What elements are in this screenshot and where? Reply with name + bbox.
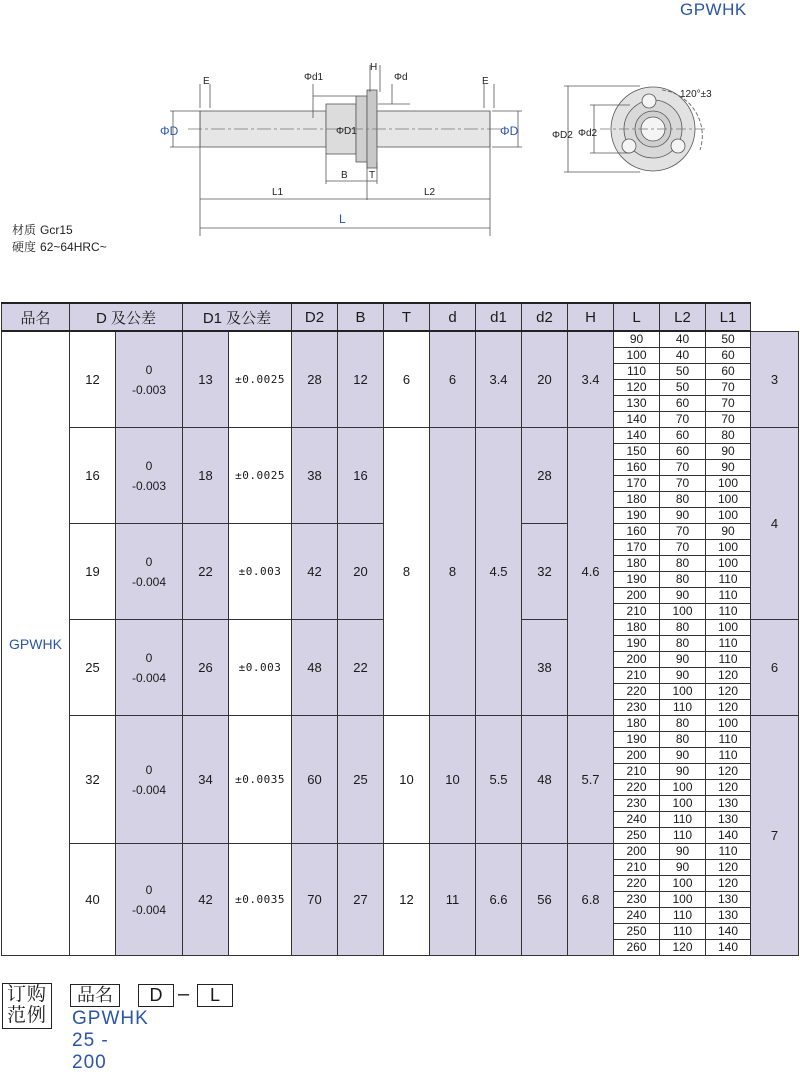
- cell-l2: 40: [660, 331, 706, 348]
- cell-l: 260: [614, 940, 660, 956]
- cell-l: 130: [614, 396, 660, 412]
- cell-d-tolerance: [116, 716, 183, 844]
- cell-l1: 120: [706, 700, 751, 716]
- tol-upper: 0: [145, 650, 153, 665]
- header-d2: D2: [292, 303, 338, 331]
- header-d1-small: d1: [476, 303, 522, 331]
- dim-h: H: [370, 62, 378, 73]
- cell-e: 4: [751, 428, 799, 620]
- cell-l1: 110: [706, 844, 751, 860]
- dim-d-left: ΦD: [160, 124, 179, 138]
- dim-e-left: E: [203, 76, 210, 87]
- cell-l1: 120: [706, 860, 751, 876]
- cell-l: 200: [614, 748, 660, 764]
- hardness-label: 硬度: [12, 240, 37, 254]
- dim-d: Φd: [394, 72, 408, 83]
- cell-l1: 80: [706, 428, 751, 444]
- cell-l1: 120: [706, 684, 751, 700]
- cell-d1-small: 5.5: [476, 716, 522, 844]
- header-h: H: [568, 303, 614, 331]
- cell-l: 210: [614, 604, 660, 620]
- cell-l: 210: [614, 860, 660, 876]
- cell-l: 160: [614, 460, 660, 476]
- cell-d1: 22: [183, 524, 229, 620]
- header-t: T: [384, 303, 430, 331]
- cell-l: 210: [614, 764, 660, 780]
- header-b: B: [338, 303, 384, 331]
- cell-l: 110: [614, 364, 660, 380]
- cell-b: 12: [338, 331, 384, 428]
- cell-l: 100: [614, 348, 660, 364]
- cell-l: 240: [614, 908, 660, 924]
- cell-l1: 90: [706, 444, 751, 460]
- cell-l2: 50: [660, 364, 706, 380]
- cell-d-small: 10: [430, 716, 476, 844]
- tol-upper: 0: [145, 882, 153, 897]
- cell-d1-tolerance: ±0.0035: [229, 844, 292, 956]
- table-row: [2, 844, 799, 860]
- cell-l2: 110: [660, 700, 706, 716]
- cell-l1: 120: [706, 876, 751, 892]
- cell-l: 190: [614, 636, 660, 652]
- cell-l1: 110: [706, 572, 751, 588]
- cell-d1-tolerance: ±0.003: [229, 620, 292, 716]
- cell-d-small: 11: [430, 844, 476, 956]
- cell-d: 40: [70, 844, 116, 956]
- cell-d-tolerance: [116, 620, 183, 716]
- cell-l: 140: [614, 412, 660, 428]
- cell-h: 6.8: [568, 844, 614, 956]
- cell-l2: 90: [660, 764, 706, 780]
- cell-l2: 110: [660, 908, 706, 924]
- cell-l2: 100: [660, 876, 706, 892]
- tol-lower: -0.004: [131, 902, 167, 917]
- cell-l1: 100: [706, 540, 751, 556]
- cell-l1: 130: [706, 796, 751, 812]
- cell-l1: 140: [706, 940, 751, 956]
- header-d: D 及公差: [70, 303, 183, 331]
- cell-l2: 70: [660, 476, 706, 492]
- tol-upper: 0: [145, 554, 153, 569]
- cell-l: 220: [614, 684, 660, 700]
- cell-l1: 110: [706, 748, 751, 764]
- cell-l2: 80: [660, 620, 706, 636]
- cell-l1: 120: [706, 780, 751, 796]
- tol-lower: -0.004: [131, 574, 167, 589]
- cell-l2: 100: [660, 796, 706, 812]
- cell-d1: 34: [183, 716, 229, 844]
- cell-d: 32: [70, 716, 116, 844]
- cell-l2: 110: [660, 924, 706, 940]
- header-name: 品名: [2, 303, 70, 331]
- cell-l1: 110: [706, 588, 751, 604]
- material-label: 材质: [12, 223, 37, 237]
- cell-d2: 42: [292, 524, 338, 620]
- cell-l: 250: [614, 828, 660, 844]
- product-name-cell: GPWHK: [2, 331, 70, 956]
- cell-l1: 90: [706, 524, 751, 540]
- cell-b: 22: [338, 620, 384, 716]
- material-value: Gcr15: [40, 223, 73, 237]
- cell-l2: 70: [660, 460, 706, 476]
- cell-d2-small: 32: [522, 524, 568, 620]
- cell-d-tolerance: [116, 844, 183, 956]
- cell-l2: 100: [660, 604, 706, 620]
- cell-e: 7: [751, 716, 799, 956]
- cell-d1: 18: [183, 428, 229, 524]
- cell-l1: 130: [706, 812, 751, 828]
- header-d2-small: d2: [522, 303, 568, 331]
- cell-d1-tolerance: ±0.0025: [229, 331, 292, 428]
- tol-lower: -0.004: [131, 782, 167, 797]
- cell-l2: 90: [660, 860, 706, 876]
- dim-t: T: [369, 170, 376, 181]
- cell-l: 230: [614, 892, 660, 908]
- cell-l2: 80: [660, 636, 706, 652]
- cell-t: 12: [384, 844, 430, 956]
- cell-l1: 100: [706, 556, 751, 572]
- order-item-d: D: [138, 984, 174, 1007]
- cell-d1-tolerance: ±0.003: [229, 524, 292, 620]
- cell-l2: 80: [660, 732, 706, 748]
- cell-l1: 140: [706, 828, 751, 844]
- dim-d2: ΦD2: [552, 130, 573, 141]
- cell-d2: 48: [292, 620, 338, 716]
- dim-d-right: ΦD: [500, 124, 519, 138]
- cell-l2: 80: [660, 716, 706, 732]
- cell-d2: 28: [292, 331, 338, 428]
- cell-l1: 110: [706, 732, 751, 748]
- cell-d-tolerance: [116, 524, 183, 620]
- cell-d1-small: 3.4: [476, 331, 522, 428]
- cell-d-tolerance: [116, 331, 183, 428]
- cell-d1-tolerance: ±0.0025: [229, 428, 292, 524]
- material-spec: [12, 222, 111, 256]
- cell-l2: 90: [660, 844, 706, 860]
- tol-upper: 0: [145, 458, 153, 473]
- order-item-l: L: [197, 984, 233, 1007]
- cell-l: 170: [614, 476, 660, 492]
- cell-l2: 110: [660, 828, 706, 844]
- cell-t: 6: [384, 331, 430, 428]
- cell-e: 6: [751, 620, 799, 716]
- dim-d2-small: Φd2: [578, 128, 598, 139]
- tol-lower: -0.003: [131, 382, 167, 397]
- cell-d1-small: 6.6: [476, 844, 522, 956]
- cell-l2: 70: [660, 540, 706, 556]
- product-code-heading: GPWHK: [680, 0, 747, 19]
- cell-l: 90: [614, 331, 660, 348]
- cell-l: 230: [614, 700, 660, 716]
- cell-l: 200: [614, 652, 660, 668]
- cell-d-small: 8: [430, 428, 476, 716]
- cell-l2: 60: [660, 396, 706, 412]
- cell-l: 240: [614, 812, 660, 828]
- cell-d2-small: 20: [522, 331, 568, 428]
- cell-l1: 50: [706, 331, 751, 348]
- cell-l2: 110: [660, 812, 706, 828]
- cell-l: 220: [614, 780, 660, 796]
- dim-l2: L2: [424, 187, 436, 198]
- cell-d2-small: 28: [522, 428, 568, 524]
- cell-d1: 42: [183, 844, 229, 956]
- cell-l2: 90: [660, 652, 706, 668]
- cell-l2: 70: [660, 412, 706, 428]
- order-example-value: GPWHK 25 - 200: [72, 1008, 149, 1073]
- cell-l: 200: [614, 844, 660, 860]
- header-d-small: d: [430, 303, 476, 331]
- cell-l2: 90: [660, 668, 706, 684]
- cell-l2: 50: [660, 380, 706, 396]
- table-header-row: [2, 303, 799, 331]
- cell-d1-tolerance: ±0.0035: [229, 716, 292, 844]
- cell-d: 25: [70, 620, 116, 716]
- header-l1: L1: [706, 303, 751, 331]
- cell-h: 3.4: [568, 331, 614, 428]
- cell-d2-small: 38: [522, 620, 568, 716]
- tol-lower: -0.004: [131, 670, 167, 685]
- cell-d2: 70: [292, 844, 338, 956]
- cell-d2: 60: [292, 716, 338, 844]
- cell-l1: 110: [706, 604, 751, 620]
- cell-l: 160: [614, 524, 660, 540]
- cell-l1: 100: [706, 508, 751, 524]
- cell-l: 220: [614, 876, 660, 892]
- dim-angle: 120°±3: [680, 89, 712, 100]
- cell-l2: 40: [660, 348, 706, 364]
- cell-l: 190: [614, 732, 660, 748]
- cell-l: 150: [614, 444, 660, 460]
- cell-l2: 80: [660, 492, 706, 508]
- cell-l2: 120: [660, 940, 706, 956]
- cell-d: 19: [70, 524, 116, 620]
- cell-l: 190: [614, 508, 660, 524]
- cell-h: 4.6: [568, 428, 614, 716]
- cell-d: 16: [70, 428, 116, 524]
- cell-d-small: 6: [430, 331, 476, 428]
- cell-l: 210: [614, 668, 660, 684]
- tol-upper: 0: [145, 762, 153, 777]
- dim-l: L: [339, 212, 346, 226]
- cell-b: 20: [338, 524, 384, 620]
- cell-l2: 60: [660, 428, 706, 444]
- cell-d1: 13: [183, 331, 229, 428]
- cell-l1: 70: [706, 380, 751, 396]
- table-row: [2, 428, 799, 444]
- cell-l: 170: [614, 540, 660, 556]
- cell-l: 180: [614, 492, 660, 508]
- cell-l1: 100: [706, 476, 751, 492]
- cell-d-tolerance: [116, 428, 183, 524]
- cell-l: 230: [614, 796, 660, 812]
- cell-b: 27: [338, 844, 384, 956]
- cell-d1-small: 4.5: [476, 428, 522, 716]
- hardness-value: 62~64HRC~: [40, 240, 107, 254]
- cell-l2: 100: [660, 780, 706, 796]
- table-row: [2, 716, 799, 732]
- cell-l1: 90: [706, 460, 751, 476]
- cell-l1: 70: [706, 412, 751, 428]
- dim-e-right: E: [482, 76, 489, 87]
- cell-l1: 130: [706, 908, 751, 924]
- cell-l2: 80: [660, 556, 706, 572]
- cell-l: 180: [614, 716, 660, 732]
- cell-l: 120: [614, 380, 660, 396]
- cell-l2: 90: [660, 588, 706, 604]
- cell-t: 8: [384, 428, 430, 716]
- cell-d1: 26: [183, 620, 229, 716]
- cell-l1: 120: [706, 668, 751, 684]
- cell-d2: 38: [292, 428, 338, 524]
- cell-l2: 90: [660, 748, 706, 764]
- cell-l: 140: [614, 428, 660, 444]
- cell-l: 250: [614, 924, 660, 940]
- cell-l: 190: [614, 572, 660, 588]
- dim-d1-upper: ΦD1: [336, 126, 357, 137]
- header-l: L: [614, 303, 660, 331]
- header-l2: L2: [660, 303, 706, 331]
- cell-l1: 110: [706, 636, 751, 652]
- cell-l1: 70: [706, 396, 751, 412]
- cell-t: 10: [384, 716, 430, 844]
- cell-l2: 100: [660, 892, 706, 908]
- cell-l2: 90: [660, 508, 706, 524]
- table-row: [2, 331, 799, 348]
- dim-d1-small: Φd1: [304, 72, 324, 83]
- technical-drawing: [0, 0, 800, 300]
- cell-l1: 100: [706, 492, 751, 508]
- cell-d: 12: [70, 331, 116, 428]
- order-item-name: 品名: [70, 984, 120, 1007]
- cell-l2: 80: [660, 572, 706, 588]
- cell-b: 16: [338, 428, 384, 524]
- cell-l2: 100: [660, 684, 706, 700]
- cell-l1: 120: [706, 764, 751, 780]
- cell-l1: 60: [706, 348, 751, 364]
- cell-d2-small: 56: [522, 844, 568, 956]
- cell-l: 200: [614, 588, 660, 604]
- cell-l: 180: [614, 620, 660, 636]
- order-label: 订购范例: [2, 983, 52, 1029]
- header-d1: D1 及公差: [183, 303, 292, 331]
- dim-b: B: [341, 170, 348, 181]
- cell-d2-small: 48: [522, 716, 568, 844]
- spec-table: [1, 302, 799, 956]
- dim-l1: L1: [272, 187, 284, 198]
- cell-l2: 70: [660, 524, 706, 540]
- cell-l2: 60: [660, 444, 706, 460]
- cell-l1: 110: [706, 652, 751, 668]
- cell-l1: 60: [706, 364, 751, 380]
- tol-upper: 0: [145, 362, 153, 377]
- tol-lower: -0.003: [131, 478, 167, 493]
- cell-l1: 140: [706, 924, 751, 940]
- cell-l1: 100: [706, 716, 751, 732]
- cell-l1: 130: [706, 892, 751, 908]
- cell-l: 180: [614, 556, 660, 572]
- cell-h: 5.7: [568, 716, 614, 844]
- order-dash: –: [178, 983, 190, 1005]
- cell-b: 25: [338, 716, 384, 844]
- cell-e: 3: [751, 331, 799, 428]
- cell-l1: 100: [706, 620, 751, 636]
